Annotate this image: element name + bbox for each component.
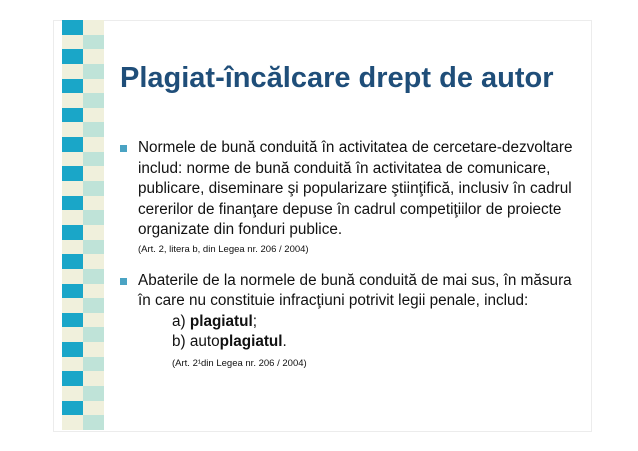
- strip-square: [83, 137, 104, 152]
- strip-row: [62, 49, 104, 64]
- strip-row: [62, 342, 104, 357]
- square-bullet-icon: [120, 145, 127, 152]
- strip-square: [83, 284, 104, 299]
- strip-row: [62, 240, 104, 255]
- decorative-square-strip: [62, 20, 104, 430]
- sub-item-bold: plagiatul: [219, 333, 283, 350]
- square-bullet-icon: [120, 278, 127, 285]
- strip-square: [83, 254, 104, 269]
- strip-square: [62, 196, 83, 211]
- strip-square: [83, 357, 104, 372]
- bullet-item: [120, 138, 582, 257]
- sub-item: [172, 332, 582, 353]
- strip-square: [62, 327, 83, 342]
- strip-square: [83, 108, 104, 123]
- strip-row: [62, 93, 104, 108]
- sub-item-prefix: b) auto: [172, 333, 220, 350]
- strip-square: [83, 327, 104, 342]
- slide-content: [120, 138, 582, 371]
- strip-square: [83, 313, 104, 328]
- bullet-item: [120, 271, 582, 371]
- strip-row: [62, 386, 104, 401]
- strip-square: [83, 298, 104, 313]
- strip-row: [62, 166, 104, 181]
- strip-square: [83, 122, 104, 137]
- strip-square: [62, 225, 83, 240]
- strip-square: [83, 79, 104, 94]
- strip-square: [62, 210, 83, 225]
- strip-row: [62, 196, 104, 211]
- strip-square: [62, 20, 83, 35]
- strip-row: [62, 327, 104, 342]
- strip-square: [62, 254, 83, 269]
- sub-item-bold: plagiatul: [189, 312, 253, 330]
- strip-row: [62, 210, 104, 225]
- strip-square: [83, 401, 104, 416]
- strip-square: [62, 49, 83, 64]
- strip-square: [62, 371, 83, 386]
- strip-row: [62, 152, 104, 167]
- strip-square: [83, 35, 104, 50]
- strip-row: [62, 298, 104, 313]
- sub-list: [138, 312, 582, 371]
- strip-row: [62, 269, 104, 284]
- strip-row: [62, 35, 104, 50]
- strip-square: [62, 35, 83, 50]
- strip-row: [62, 20, 104, 35]
- strip-square: [62, 166, 83, 181]
- strip-square: [62, 122, 83, 137]
- strip-square: [83, 166, 104, 181]
- strip-square: [83, 93, 104, 108]
- strip-square: [62, 342, 83, 357]
- strip-square: [62, 93, 83, 108]
- strip-square: [83, 49, 104, 64]
- sub-item: [172, 312, 582, 333]
- strip-square: [83, 415, 104, 430]
- strip-row: [62, 284, 104, 299]
- strip-square: [83, 371, 104, 386]
- strip-square: [83, 225, 104, 240]
- strip-row: [62, 122, 104, 137]
- strip-row: [62, 64, 104, 79]
- strip-row: [62, 137, 104, 152]
- citation: (Art. 2, litera b, din Legea nr. 206 / 2004): [138, 243, 309, 255]
- strip-square: [83, 64, 104, 79]
- strip-row: [62, 108, 104, 123]
- strip-square: [62, 313, 83, 328]
- strip-square: [62, 357, 83, 372]
- strip-square: [83, 210, 104, 225]
- strip-square: [62, 240, 83, 255]
- strip-square: [62, 181, 83, 196]
- sub-item-prefix: a): [172, 312, 190, 330]
- strip-row: [62, 357, 104, 372]
- strip-square: [83, 196, 104, 211]
- strip-square: [62, 284, 83, 299]
- bullet-text: Abaterile de la normele de bună conduită de mai sus, în măsura în care nu constituie infracţiuni potrivit legii penale, includ:: [138, 271, 572, 309]
- strip-square: [83, 386, 104, 401]
- strip-square: [62, 298, 83, 313]
- strip-row: [62, 401, 104, 416]
- strip-square: [62, 401, 83, 416]
- strip-square: [62, 79, 83, 94]
- strip-square: [62, 137, 83, 152]
- strip-row: [62, 371, 104, 386]
- sub-item-suffix: .: [282, 333, 287, 350]
- sub-item-suffix: ;: [252, 312, 257, 330]
- strip-row: [62, 181, 104, 196]
- strip-square: [83, 269, 104, 284]
- strip-square: [83, 20, 104, 35]
- strip-row: [62, 225, 104, 240]
- slide-title: Plagiat-încălcare drept de autor: [120, 62, 554, 94]
- strip-row: [62, 415, 104, 430]
- strip-square: [83, 342, 104, 357]
- strip-row: [62, 79, 104, 94]
- strip-row: [62, 254, 104, 269]
- strip-square: [83, 181, 104, 196]
- citation: (Art. 2¹din Legea nr. 206 / 2004): [172, 357, 307, 369]
- strip-square: [62, 415, 83, 430]
- strip-square: [62, 386, 83, 401]
- strip-square: [62, 152, 83, 167]
- bullet-text: Normele de bună conduită în activitatea de cercetare-dezvoltare includ: norme de bună conduită în activitatea de comunicare, publicare, diseminare şi popularizare ştiinţifică, inclusiv în cadrul cererilor de finanţare depuse în cadrul competiţiilor de proiecte organizate din fonduri publice.: [138, 139, 573, 238]
- strip-square: [83, 240, 104, 255]
- strip-square: [62, 269, 83, 284]
- strip-row: [62, 313, 104, 328]
- strip-square: [83, 152, 104, 167]
- strip-square: [62, 64, 83, 79]
- strip-square: [62, 108, 83, 123]
